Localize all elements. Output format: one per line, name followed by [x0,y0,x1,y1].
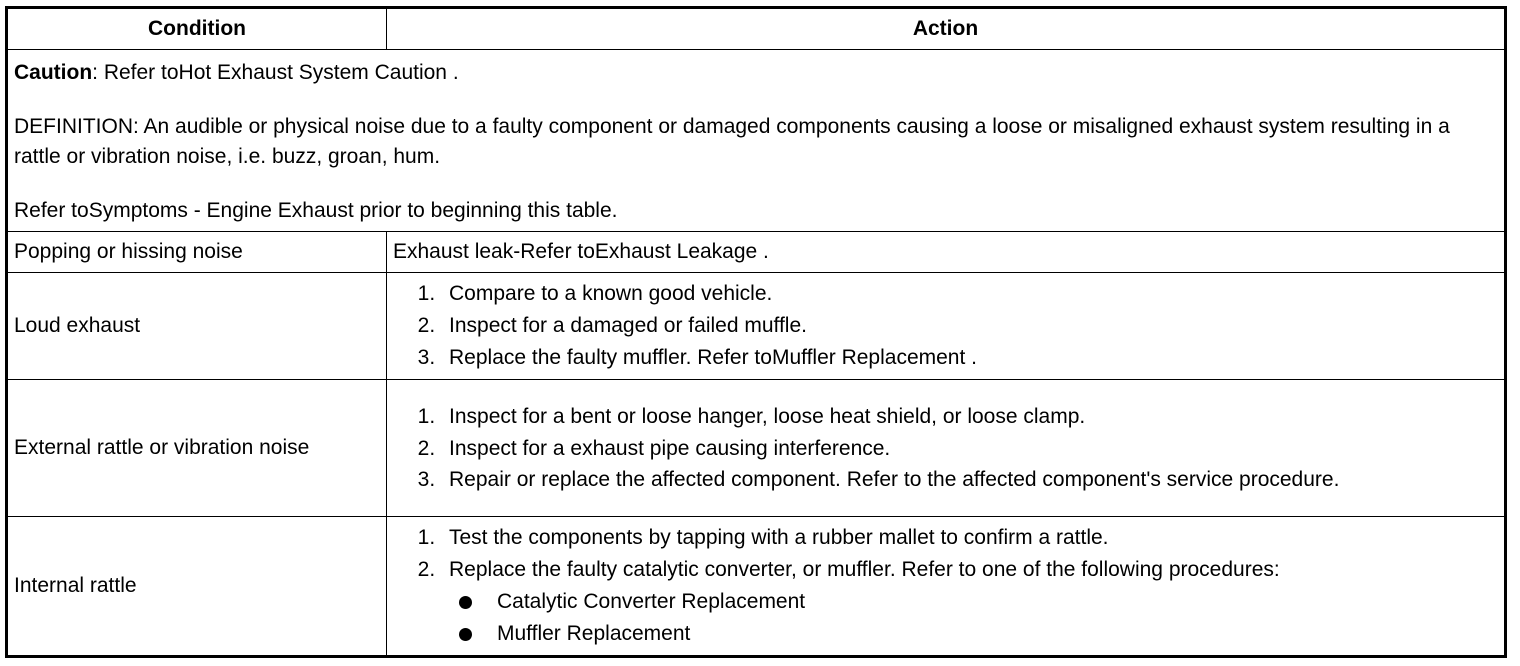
condition-header: Condition [8,9,387,50]
refer-text: Refer toSymptoms - Engine Exhaust prior to beginning this table. [14,199,618,222]
bullet-icon [459,596,472,609]
table-row [8,380,1505,517]
step-item: 3. Replace the faulty muffler. Refer toMuffler Replacement . [441,342,1498,374]
action-cell [387,517,1505,656]
diagnostic-table [7,8,1505,656]
procedure-link[interactable]: Catalytic Converter Replacement [497,590,806,613]
step-item: 1. Compare to a known good vehicle. [441,278,1498,310]
condition-cell: Internal rattle [8,517,387,656]
condition-cell: Loud exhaust [8,273,387,380]
caution-text: : Refer toHot Exhaust System Caution . [92,61,459,84]
condition-cell: Popping or hissing noise [8,232,387,273]
caution-line [14,58,1498,88]
procedure-item [489,586,1498,618]
table-row [8,232,1505,273]
table-row [8,273,1505,380]
step-item: 2. Inspect for a damaged or failed muffle. [441,310,1498,342]
step-list [393,518,1498,654]
step-list [393,397,1498,499]
condition-cell: External rattle or vibration noise [8,380,387,517]
step-item: 2. Inspect for a exhaust pipe causing interference. [441,433,1498,465]
intro-row [8,50,1505,232]
step-text: Replace the faulty catalytic converter, or muffler. Refer to one of the following procedures: [449,558,1280,581]
step-item: 1. Inspect for a bent or loose hanger, loose heat shield, or loose clamp. [441,401,1498,433]
bullet-icon [459,628,472,641]
table-row [8,517,1505,656]
procedure-item [489,618,1498,650]
caution-label: Caution [14,61,93,84]
diagnostic-table-frame [5,6,1507,658]
action-cell [387,273,1505,380]
intro-cell [8,50,1505,232]
step-item [441,554,1498,650]
action-cell: Exhaust leak-Refer toExhaust Leakage . [387,232,1505,273]
action-header: Action [387,9,1505,50]
header-row [8,9,1505,50]
step-item: 3. Repair or replace the affected component. Refer to the affected component's service procedure. [441,465,1498,495]
definition-text: DEFINITION: An audible or physical noise due to a faulty component or damaged components causing a loose or misaligned exhaust system resulting in a rattle or vibration noise, i.e. buzz, groan, hum. [14,115,1450,168]
procedure-list [449,586,1498,650]
procedure-link[interactable]: Muffler Replacement [497,622,691,645]
step-item: 1. Test the components by tapping with a rubber mallet to confirm a rattle. [441,522,1498,554]
action-cell [387,380,1505,517]
step-list [393,274,1498,378]
